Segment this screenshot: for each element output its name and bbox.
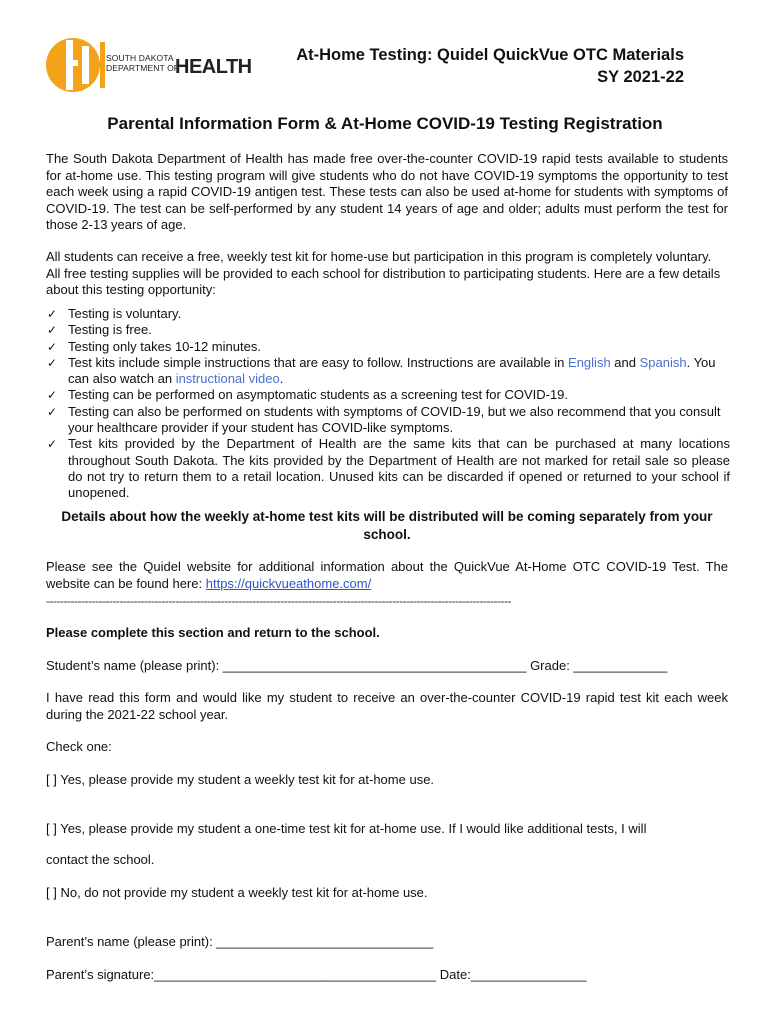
parent-signature-field: Parent’s signature:_______________________________________ Date:________________ — [46, 967, 587, 982]
list-item-text: Test kits provided by the Department of Health are the same kits that can be purchased at many locations throughout South Dakota. The kits provided by the Department of Health are not marked for retail sale so please do not try to return them to a retail location. Unused kits can be discarded if opened or returned to your school if unopened. — [68, 436, 730, 501]
logo-health-word: HEALTH — [175, 56, 252, 78]
details-checklist — [46, 306, 730, 502]
header-title: At-Home Testing: Quidel QuickVue OTC Materials — [296, 46, 684, 64]
list-item — [46, 322, 730, 338]
checkmark-icon: ✓ — [47, 307, 58, 321]
instructional-video-link[interactable]: instructional video — [175, 371, 280, 387]
list-item-text: Testing can also be performed on students with symptoms of COVID-19, but we also recommend that you consult your healthcare provider if your student has COVID-like symptoms. — [68, 403, 721, 436]
student-name-field: Student’s name (please print): __________________________________________ Grade: _____________ — [46, 658, 668, 673]
form-instruction: Please complete this section and return to the school. — [46, 625, 380, 640]
form-title: Parental Information Form & At-Home COVID-19 Testing Registration — [107, 114, 663, 133]
option-one-time-kit-continued: contact the school. — [46, 852, 155, 867]
list-item-text: Testing can be performed on asymptomatic students as a screening test for COVID-19. — [68, 387, 569, 403]
checkmark-icon: ✓ — [47, 323, 58, 338]
option-no-kit: [ ] No, do not provide my student a weekly test kit for at-home use. — [46, 885, 428, 900]
list-item-text: Testing is free. — [68, 322, 152, 338]
option-weekly-kit: [ ] Yes, please provide my student a weekly test kit for at-home use. — [46, 772, 435, 787]
list-item-text: and — [610, 354, 640, 370]
list-item-text: Testing only takes 10-12 minutes. — [68, 338, 261, 354]
checkmark-icon: ✓ — [47, 388, 58, 403]
sd-health-logo-icon — [44, 36, 106, 94]
check-one-label: Check one: — [46, 739, 112, 754]
website-paragraph — [46, 559, 728, 592]
checkmark-icon: ✓ — [47, 437, 58, 452]
logo-text — [106, 53, 179, 73]
list-item — [46, 436, 730, 501]
list-item-text: . — [279, 371, 284, 387]
checkmark-icon: ✓ — [47, 355, 58, 370]
checkmark-icon: ✓ — [47, 339, 58, 354]
list-item — [46, 387, 730, 403]
participation-paragraph: All students can receive a free, weekly test kit for home-use but participation in this program is completely voluntary. All free testing supplies will be provided to each school for distribution to participating students. Here are a few details about this testing opportunity: — [46, 249, 721, 297]
spanish-instructions-link[interactable]: Spanish — [639, 354, 687, 370]
list-item — [46, 306, 730, 322]
option-one-time-kit: [ ] Yes, please provide my student a one-time test kit for at-home use. If I would like additional tests, I will — [46, 821, 647, 836]
logo-line-2: DEPARTMENT OF — [106, 63, 180, 73]
list-item-text: . You can also watch an — [68, 354, 716, 387]
checkmark-icon: ✓ — [47, 404, 58, 419]
cut-line-divider: ------------------------------------------------------------------------------------------------------------------------------------- — [46, 594, 511, 608]
quidel-website-link[interactable]: https://quickvueathome.com/ — [205, 575, 372, 591]
list-item — [46, 404, 730, 437]
list-item — [46, 355, 730, 388]
header-year: SY 2021-22 — [597, 68, 684, 86]
parent-name-field: Parent’s name (please print): ______________________________ — [46, 934, 434, 949]
list-item — [46, 339, 730, 355]
website-text: Please see the Quidel website for additional information about the QuickVue At-Home OTC COVID-19 Test. The website can be found here: — [46, 559, 728, 591]
sd-health-logo — [44, 36, 252, 94]
intro-paragraph: The South Dakota Department of Health has made free over-the-counter COVID-19 rapid tests available to students for at-home use. This testing program will give students who do not have COVID-19 symptoms the opportunity to test each week using a rapid COVID-19 antigen test. These tests can also be used at-home for students with symptoms of COVID-19. The test can be self-performed by any student 14 years of age and older; adults must perform the test for those 2-13 years of age. — [46, 151, 728, 232]
distribution-note: Details about how the weekly at-home test kits will be distributed will be coming separately from your school. — [61, 509, 713, 542]
consent-statement: I have read this form and would like my student to receive an over-the-counter COVID-19 rapid test kit each week during the 2021-22 school year. — [46, 690, 728, 722]
list-item-text: Test kits include simple instructions that are easy to follow. Instructions are available in — [68, 354, 569, 370]
logo-line-1: SOUTH DAKOTA — [106, 53, 174, 63]
list-item-text: Testing is voluntary. — [68, 306, 182, 321]
english-instructions-link[interactable]: English — [568, 354, 611, 370]
document-header — [296, 44, 684, 88]
